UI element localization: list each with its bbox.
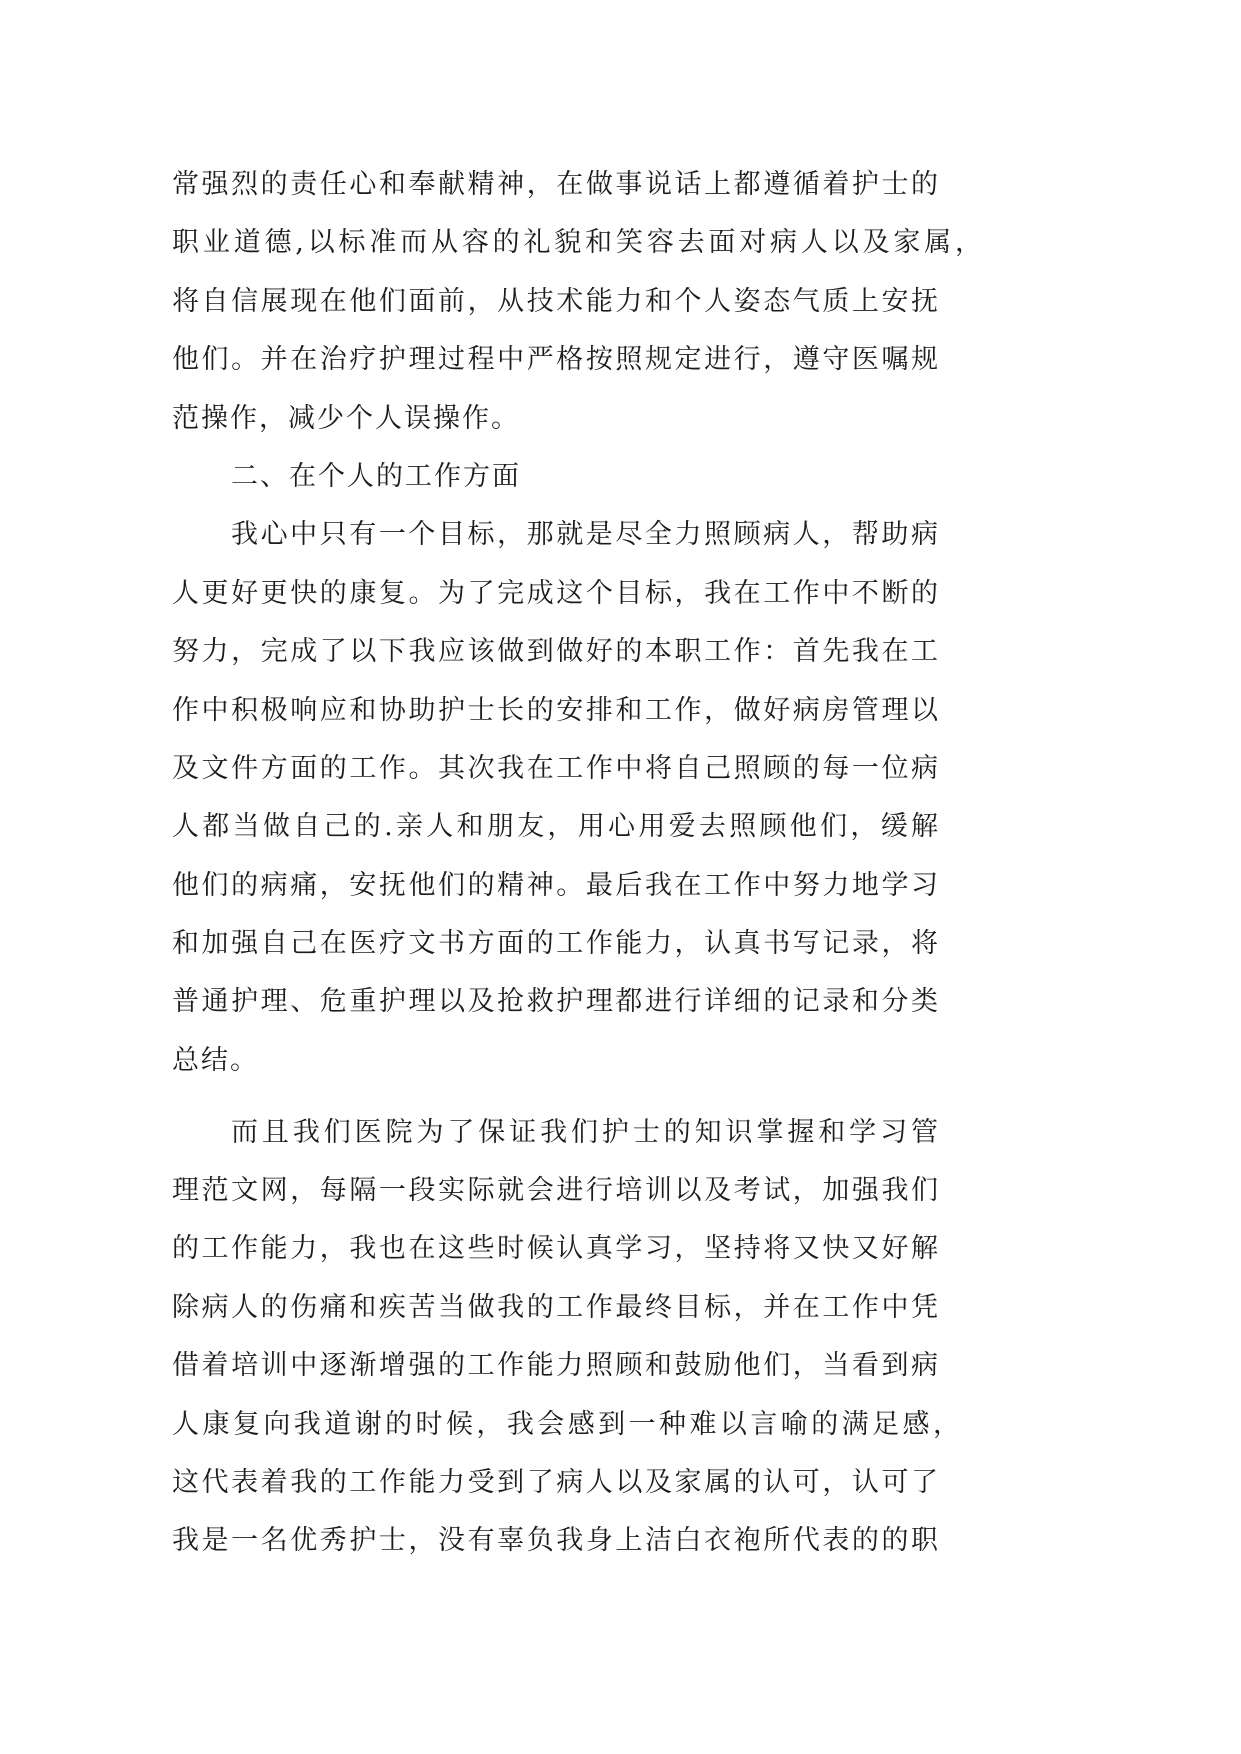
text-line: 努力，完成了以下我应该做到做好的本职工作：首先我在工	[172, 636, 940, 668]
text-line: 人都当做自己的.亲人和朋友，用心用爱去照顾他们，缓解	[172, 811, 940, 843]
text-line: 而且我们医院为了保证我们护士的知识掌握和学习管	[231, 1116, 940, 1148]
text-line: 的工作能力，我也在这些时候认真学习，坚持将又快又好解	[172, 1233, 940, 1265]
text-line: 总结。	[172, 1044, 259, 1076]
text-line: 将自信展现在他们面前，从技术能力和个人姿态气质上安抚	[172, 285, 940, 317]
text-line: 常强烈的责任心和奉献精神，在做事说话上都遵循着护士的	[172, 169, 940, 200]
text-line: 和加强自己在医疗文书方面的工作能力，认真书写记录，将	[172, 928, 940, 960]
text-line: 借着培训中逐渐增强的工作能力照顾和鼓励他们，当看到病	[172, 1350, 940, 1382]
text-line: 职业道德,以标准而从容的礼貌和笑容去面对病人以及家属，	[172, 227, 984, 259]
text-line: 这代表着我的工作能力受到了病人以及家属的认可，认可了	[172, 1466, 940, 1498]
text-line: 人更好更快的康复。为了完成这个目标，我在工作中不断的	[172, 577, 940, 609]
text-line: 他们。并在治疗护理过程中严格按照规定进行，遵守医嘱规	[172, 344, 940, 376]
text-line: 我心中只有一个目标，那就是尽全力照顾病人，帮助病	[231, 519, 940, 551]
text-line: 我是一名优秀护士，没有辜负我身上洁白衣袍所代表的的职	[172, 1525, 940, 1557]
text-line: 普通护理、危重护理以及抢救护理都进行详细的记录和分类	[172, 986, 940, 1018]
text-line: 及文件方面的工作。其次我在工作中将自己照顾的每一位病	[172, 752, 940, 784]
body-text	[172, 156, 984, 1571]
section-heading: 二、在个人的工作方面	[231, 460, 521, 492]
text-line: 理范文网，每隔一段实际就会进行培训以及考试，加强我们	[172, 1175, 940, 1207]
text-line: 他们的病痛，安抚他们的精神。最后我在工作中努力地学习	[172, 869, 940, 901]
text-line: 范操作，减少个人误操作。	[172, 402, 520, 434]
text-line: 人康复向我道谢的时候，我会感到一种难以言喻的满足感，	[172, 1408, 962, 1440]
text-line: 除病人的伤痛和疾苦当做我的工作最终目标，并在工作中凭	[172, 1291, 940, 1323]
text-line: 作中积极响应和协助护士长的安排和工作，做好病房管理以	[172, 694, 940, 726]
